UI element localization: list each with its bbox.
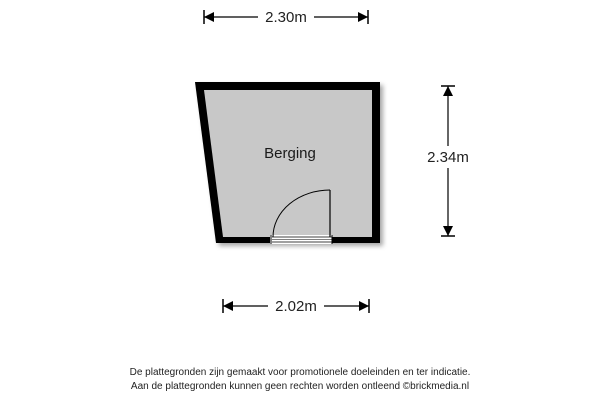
disclaimer-line-1: De plattegronden zijn gemaakt voor promotionele doeleinden en ter indicatie. — [129, 367, 471, 378]
disclaimer-line-2: Aan de plattegronden kunnen geen rechten worden ontleend ©brickmedia.nl — [130, 381, 470, 392]
bottom-width-label: 2.02m — [275, 298, 317, 315]
bottom-width-dimension — [223, 295, 369, 315]
height-label: 2.34m — [427, 149, 469, 166]
top-width-label: 2.30m — [265, 9, 307, 26]
room-floor — [204, 90, 372, 237]
room-label: Berging — [264, 145, 316, 162]
top-width-dimension — [204, 6, 368, 26]
disclaimer — [0, 366, 600, 394]
height-dimension — [422, 86, 476, 236]
